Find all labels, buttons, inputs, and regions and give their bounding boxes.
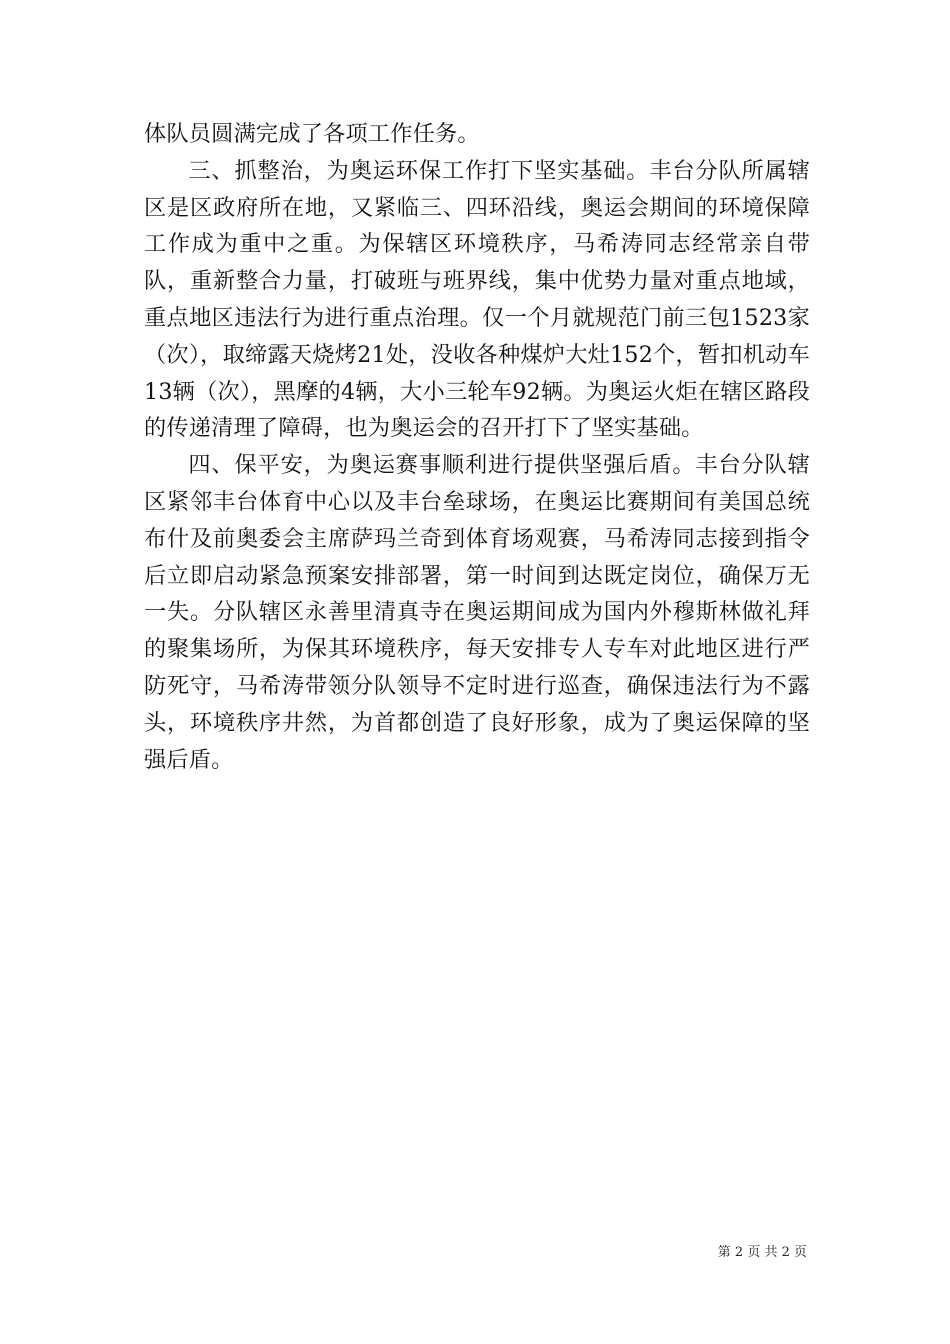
paragraph-continuation: 体队员圆满完成了各项工作任务。 — [144, 121, 480, 147]
paragraph-section-four: 四、保平安，为奥运赛事顺利进行提供坚强后盾。丰台分队辖区紧邻丰台体育中心以及丰台垒球场，在奥运比赛期间有美国总统布什及前奥委会主席萨玛兰奇到体育场观赛，马希涛同志接到指令后立即启动紧急预案安排部署，第一时间到达既定岗位，确保万无一失。分队辖区永善里清真寺在奥运期间成为国内外穆斯林做礼拜的聚集场所，为保其环境秩序，每天安排专人专车对此地区进行严防死守，马希涛带领分队领导不定时进行巡查，确保违法行为不露头，环境秩序井然，为首都创造了良好形象，成为了奥运保障的坚强后盾。 — [144, 452, 810, 773]
document-body — [144, 116, 810, 778]
page-number-footer: 第 2 页 共 2 页 — [717, 1245, 807, 1260]
paragraph-section-three: 三、抓整治，为奥运环保工作打下坚实基础。丰台分队所属辖区是区政府所在地，又紧临三、四环沿线，奥运会期间的环境保障工作成为重中之重。为保辖区环境秩序，马希涛同志经常亲自带队，重新整合力量，打破班与班界线，集中优势力量对重点地域，重点地区违法行为进行重点治理。仅一个月就规范门前三包1523家（次），取缔露天烧烤21处，没收各种煤炉大灶152个，暂扣机动车13辆（次），黑摩的4辆，大小三轮车92辆。为奥运火炬在辖区路段的传递清理了障碍，也为奥运会的召开打下了坚实基础。 — [144, 157, 810, 442]
